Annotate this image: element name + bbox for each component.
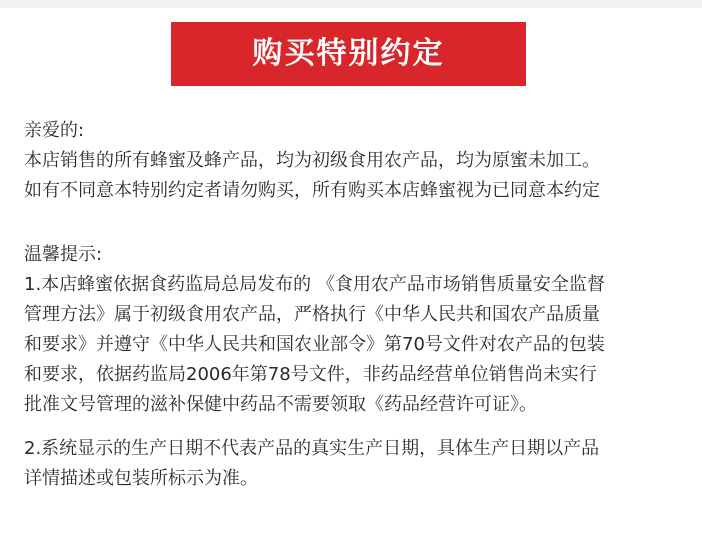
salutation: 亲爱的: (24, 120, 85, 141)
intro-line-1: 本店销售的所有蜂蜜及蜂产品，均为初级食用农产品，均为原蜜未加工。 (24, 150, 600, 171)
tip-2-line-2: 详情描述或包装所标示为准。 (24, 468, 258, 489)
page-title: 购买特别约定 (252, 36, 445, 71)
tip-2-line-1: 2.系统显示的生产日期不代表产品的真实生产日期，具体生产日期以产品 (24, 438, 600, 459)
notice-content (24, 120, 702, 490)
title-banner (171, 22, 526, 86)
top-strip (0, 0, 702, 8)
tip-1-line-1: 1.本店蜂蜜依据食药监局总局发布的 《食用农产品市场销售质量安全监督 (24, 274, 605, 295)
tip-1-line-3: 和要求》并遵守《中华人民共和国农业部令》第70号文件对农产品的包装 (24, 334, 605, 355)
intro-line-2: 如有不同意本特别约定者请勿购买，所有购买本店蜂蜜视为已同意本约定 (24, 180, 600, 201)
tip-1-line-5: 批准文号管理的滋补保健中药品不需要领取《药品经营许可证》。 (24, 394, 537, 415)
tip-1-line-4: 和要求，依据药监局2006年第78号文件，非药品经营单位销售尚未实行 (24, 364, 597, 385)
tips-heading: 温馨提示: (24, 244, 103, 265)
tip-1-line-2: 管理方法》属于初级食用农产品，严格执行《中华人民共和国农产品质量 (24, 304, 600, 325)
